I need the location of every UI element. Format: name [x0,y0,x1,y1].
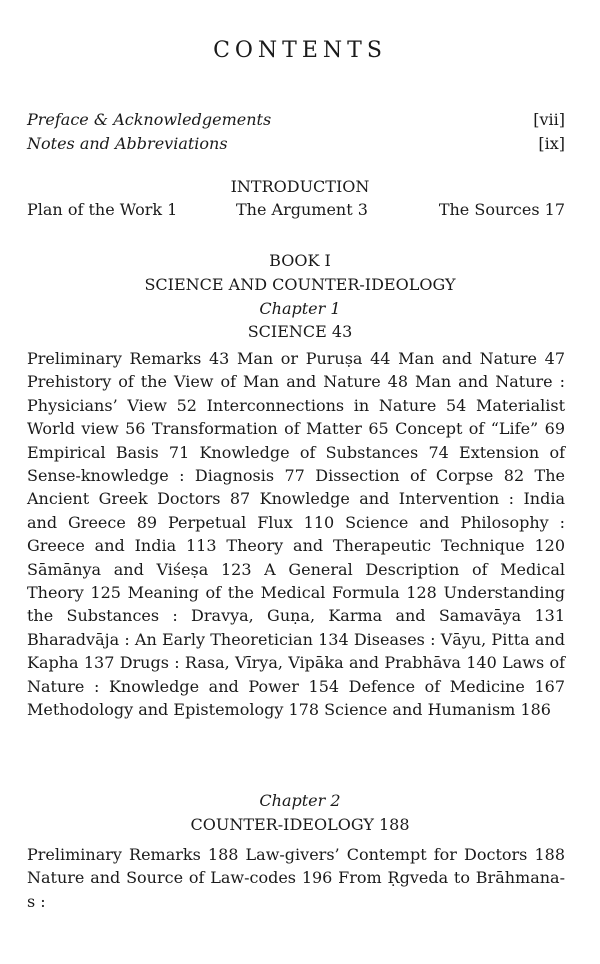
front-matter-preface [27,110,565,134]
intro-entry-argument: The Argument 3 [236,200,368,219]
intro-entry-plan: Plan of the Work 1 [27,200,178,219]
chapter-1-contents: Preliminary Remarks 43 Man or Puruṣa 44 Man and Nature 47 Prehistory of the View of Man and Nature 48 Man and Nature : Physicians’ View 52 Interconnections in Nature 54 Materialist World view 56 Transformation of Matter 65 Concept of “Life” 69 Empirical Basis 71 Knowledge of Substances 74 Extension of Sense-knowledge : Diagnosis 77 Dissection of Corpse 82 The Ancient Greek Doctors 87 Knowledge and Intervention : India and Greece 89 Perpetual Flux 110 Science and Philosophy : Greece and India 113 Theory and Therapeutic Technique 120 Sāmānya and Viśeṣa 123 A General Description of Medical Theory 125 Meaning of the Medical Formula 128 Understanding the Substances : Dravya, Guṇa, Karma and Samavāya 131 Bharadvāja : An Early Theoretician 134 Diseases : Vāyu, Pitta and Kapha 137 Drugs : Rasa, Vīrya, Vipāka and Prabhāva 140 Laws of Nature : Knowledge and Power 154 Defence of Medicine 167 Methodology and Epistemology 178 Science and Humanism 186 [27,349,565,720]
introduction-heading: INTRODUCTION [230,177,370,196]
front-matter-label: Notes and Abbreviations [27,134,228,153]
front-matter-page: [vii] [533,110,565,129]
front-matter-page: [ix] [538,134,565,153]
front-matter-notes [27,134,565,158]
chapter-2-title: COUNTER-IDEOLOGY 188 [190,815,410,834]
chapter-1-title: SCIENCE 43 [247,322,353,341]
chapter-1-label: Chapter 1 [259,299,341,318]
front-matter-label: Preface & Acknowledgements [27,110,272,129]
intro-entry-sources: The Sources 17 [438,200,565,219]
book-heading: BOOK I [269,251,331,270]
contents-heading: CONTENTS [213,38,387,63]
chapter-2-contents: Preliminary Remarks 188 Law-givers’ Contempt for Doctors 188 Nature and Source of Law-codes 196 From Ṛgveda to Brāhmana-s : [27,845,565,911]
introduction-entries [27,200,565,224]
chapter-2-label: Chapter 2 [259,791,341,810]
book-subtitle: SCIENCE AND COUNTER-IDEOLOGY [144,275,456,294]
